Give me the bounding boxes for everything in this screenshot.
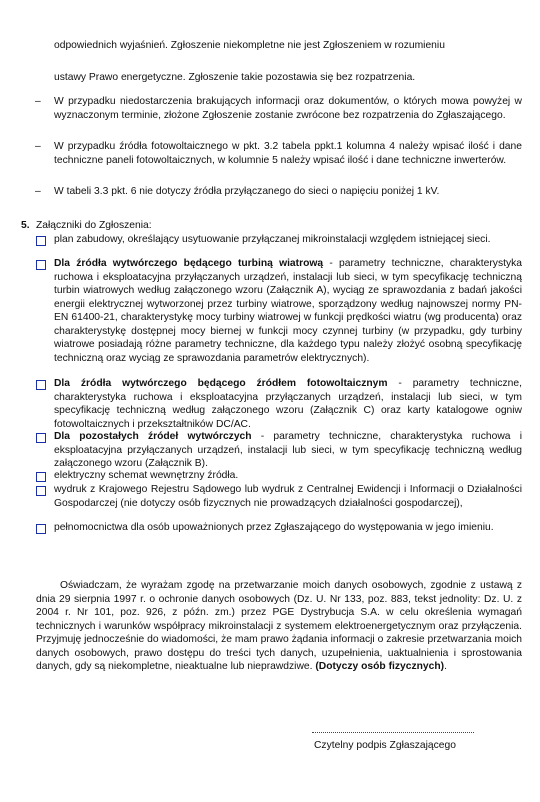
bullet-dash: – (35, 186, 41, 197)
attachment-checkbox[interactable] (36, 524, 46, 534)
attachment-item: Dla pozostałych źródeł wytwórczych - parametry techniczne, charakterystyka ruchowa i eksploatacyjna przyłączanych urządzeń, instalacji lub sieci, w tym specyfikację techniczną według załączonego wzoru (Załącznik B). (54, 431, 523, 469)
attachment-checkbox[interactable] (36, 236, 46, 246)
signature-label: Czytelny podpis Zgłaszającego (314, 740, 456, 751)
bullet-dash: – (35, 141, 41, 152)
intro-line-2: ustawy Prawo energetyczne. Zgłoszenie takie pozostawia się bez rozpatrzenia. (54, 72, 416, 83)
attachment-item: Dla źródła wytwórczego będącego źródłem fotowoltaicznym - parametry techniczne, charakterystyka ruchowa i eksploatacyjna przyłączanych urządzeń, instalacji lub sieci, w tym specyfikację techniczną według załączonego wzoru (Załącznik C) oraz karty katalogowe ogniw fotowoltaicznych i przekształtników DC/AC. (54, 378, 522, 430)
attachment-item: wydruk z Krajowego Rejestru Sądowego lub wydruk z Centralnej Ewidencji i Informacji o Działalności Gospodarczej (nie dotyczy osób fizycznych nie prowadzących działalności gospodarczej), (54, 484, 522, 509)
attachment-checkbox[interactable] (36, 433, 46, 443)
bullet-dash: – (35, 96, 41, 107)
section-number: 5. (21, 220, 30, 231)
attachment-item: Dla źródła wytwórczego będącego turbiną wiatrową - parametry techniczne, charakterystyka ruchowa i eksploatacyjna przyłączanych urządzeń, instalacji lub sieci, w tym specyfikację techniczną turbin wiatrowych według załączonego wzoru (Załącznik A), wyciąg ze sprawozdania z badań jakości energii elektrycznej wytworzonej przez turbiny wiatrowe, sporządzony według najnowszej normy PN-EN 61400-21, charakterystykę mocy turbiny wiatrowej w funkcji prędkości wiatru (wg producenta) oraz charakterystykę dostępnej mocy biernej w funkcji mocy czynnej turbiny (w przypadku, gdy turbiny wiatrowe posiadają różne parametry techniczne, dla każdego typu należy złożyć osobną specyfikację techniczną oraz wyciąg ze sprawozdania parametrów elektrycznych). (54, 258, 522, 364)
attachment-checkbox[interactable] (36, 472, 46, 482)
attachment-checkbox[interactable] (36, 486, 46, 496)
intro-line-1: odpowiednich wyjaśnień. Zgłoszenie niekompletne nie jest Zgłoszeniem w rozumieniu (54, 40, 445, 51)
bullet-text: W przypadku niedostarczenia brakujących informacji oraz dokumentów, o których mowa powyżej w wyznaczonym terminie, złożone Zgłoszenie zostanie zwrócone bez rozpatrzenia do Zgłaszającego. (54, 96, 522, 121)
attachment-item: elektryczny schemat wewnętrzny źródła. (54, 470, 239, 481)
attachment-item: plan zabudowy, określający usytuowanie przyłączanej mikroinstalacji względem istniejącej sieci. (54, 234, 491, 245)
bullet-text: W tabeli 3.3 pkt. 6 nie dotyczy źródła przyłączanego do sieci o napięciu poniżej 1 kV. (54, 186, 440, 197)
attachment-item: pełnomocnictwa dla osób upoważnionych przez Zgłaszającego do występowania w jego imieniu. (54, 522, 494, 533)
bullet-text: W przypadku źródła fotowoltaicznego w pkt. 3.2 tabela ppkt.1 kolumna 4 należy wpisać ilość i dane techniczne paneli fotowoltaicznych, w kolumnie 5 należy wpisać ilość i dane techniczne inwerterów. (54, 141, 522, 166)
attachment-checkbox[interactable] (36, 380, 46, 390)
attachment-checkbox[interactable] (36, 260, 46, 270)
section-title: Załączniki do Zgłoszenia: (36, 220, 152, 231)
signature-line (312, 727, 474, 733)
consent-statement: Oświadczam, że wyrażam zgodę na przetwarzanie moich danych osobowych, zgodnie z ustawą z dnia 29 sierpnia 1997 r. o ochronie danych osobowych (Dz. U. Nr 133, poz. 883, tekst jednolity: Dz. U. z 2004 r. Nr 101, poz. 926, z późn. zm.) przez PGE Dystrybucja S.A. w celu określenia wymagań technicznych i warunków współpracy mikroinstalacji z systemem elektroenergetycznym oraz przyłączenia. Przyjmuję jednocześnie do wiadomości, że mam prawo żądania informacji o zakresie przetwarzania moich danych osobowych, prawo dostępu do treści tych danych, uzupełnienia, uaktualnienia i sprostowania danych, gdy są niekompletne, nieaktualne lub nieprawdziwe. (Dotyczy osób fizycznych). (36, 580, 522, 672)
